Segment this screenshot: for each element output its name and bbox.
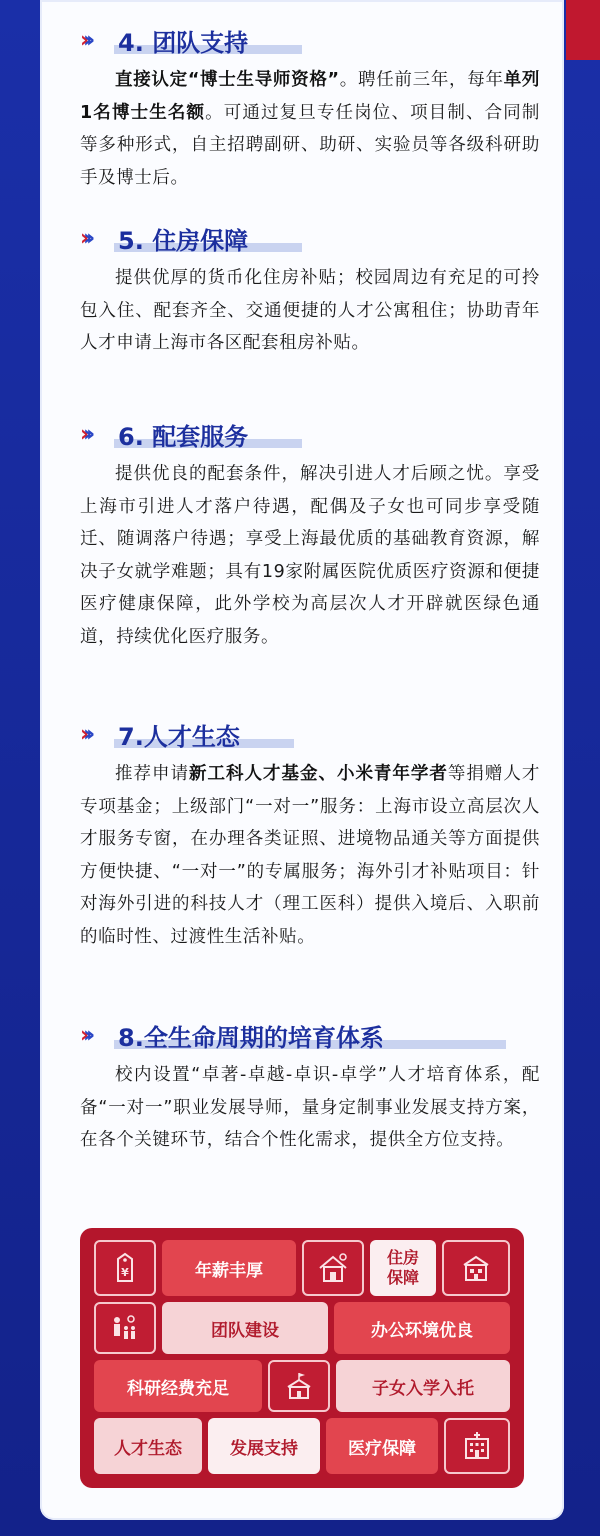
- tile-team: 团队建设: [162, 1302, 328, 1354]
- chevrons-icon: ›››: [80, 27, 90, 53]
- chevrons-icon: ›››: [80, 721, 90, 747]
- section-title: 7.人才生态: [118, 722, 240, 751]
- section-heading: [80, 22, 540, 58]
- section-heading: [80, 716, 540, 752]
- tile-development: 发展支持: [208, 1418, 320, 1474]
- section-paragraph: [80, 1059, 540, 1157]
- body-text: 校内设置“卓著-卓越-卓识-卓学”人才培育体系，配备“一对一”职业发展导师，量身定制事业发展支持方案，在各个关键环节，结合个性化需求，提供全方位支持。: [80, 1065, 540, 1150]
- body-text: 等捐赠人才专项基金；上级部门“一对一”服务：上海市设立高层次人才服务专窗，在办理各类证照、进境物品通关等方面提供方便快捷、“一对一”的专属服务；海外引才补贴项目：针对海外引进的科技人才（理工医科）提供入境后、入职前的临时性、过渡性生活补贴。: [80, 764, 541, 947]
- section-housing: [80, 220, 540, 360]
- emphasis-text: 新工科人才基金、小米青年学者: [188, 764, 448, 784]
- tile-housing-label: 住房保障: [386, 1248, 419, 1287]
- hospital-icon: [444, 1418, 510, 1474]
- section-heading: [80, 220, 540, 256]
- decorative-corner: [566, 0, 600, 60]
- section-team-support: [80, 22, 540, 194]
- section-title: 4. 团队支持: [118, 28, 249, 57]
- section-title: 6. 配套服务: [118, 422, 249, 451]
- tile-school: 子女入学入托: [336, 1360, 510, 1412]
- tile-housing: [370, 1240, 436, 1296]
- building-icon: [442, 1240, 510, 1296]
- benefits-panel: [80, 1228, 524, 1488]
- body-text: 提供优良的配套条件，解决引进人才后顾之忧。享受上海市引进人才落户待遇，配偶及子女也可同步享受随迁、随调落户待遇；享受上海最优质的基础教育资源，解决子女就学难题；具有19家附属医院优质医疗资源和便捷医疗健康保障，此外学校为高层次人才开辟就医绿色通道，持续优化医疗服务。: [80, 464, 540, 647]
- house-icon: [302, 1240, 364, 1296]
- body-text: 推荐申请: [115, 764, 189, 784]
- tile-ecology: 人才生态: [94, 1418, 202, 1474]
- emphasis-text: 单列1名博士生名额: [80, 70, 540, 123]
- tile-medical: 医疗保障: [326, 1418, 438, 1474]
- body-text: 。聘任前三年，每年: [339, 70, 504, 90]
- section-title: 5. 住房保障: [118, 226, 249, 255]
- tile-office: 办公环境优良: [334, 1302, 510, 1354]
- team-people-icon: [94, 1302, 156, 1354]
- section-heading: [80, 416, 540, 452]
- body-text: 提供优厚的货币化住房补贴；校园周边有充足的可拎包入住、配套齐全、交通便捷的人才公寓租住；协助青年人才申请上海市各区配套租房补贴。: [80, 268, 540, 353]
- section-services: [80, 416, 540, 653]
- body-text: 。可通过复旦专任岗位、项目制、合同制等多种形式，自主招聘副研、助研、实验员等各级科研助手及博士后。: [80, 102, 540, 188]
- section-paragraph: [80, 758, 540, 953]
- tile-funding: 科研经费充足: [94, 1360, 262, 1412]
- school-flag-icon: [268, 1360, 330, 1412]
- tile-salary: 年薪丰厚: [162, 1240, 296, 1296]
- section-paragraph: [80, 458, 540, 653]
- section-paragraph: [80, 262, 540, 360]
- price-tag-yen-icon: [94, 1240, 156, 1296]
- emphasis-text: 直接认定“博士生导师资格”: [115, 70, 340, 90]
- section-heading: [80, 1017, 540, 1053]
- section-talent-ecology: [80, 716, 540, 953]
- chevrons-icon: ›››: [80, 1022, 90, 1048]
- section-lifecycle-cultivation: [80, 1017, 540, 1157]
- chevrons-icon: ›››: [80, 225, 90, 251]
- svg-text:¥: ¥: [121, 1266, 129, 1279]
- chevrons-icon: ›››: [80, 421, 90, 447]
- section-title: 8.全生命周期的培育体系: [118, 1023, 384, 1052]
- section-paragraph: [80, 64, 540, 194]
